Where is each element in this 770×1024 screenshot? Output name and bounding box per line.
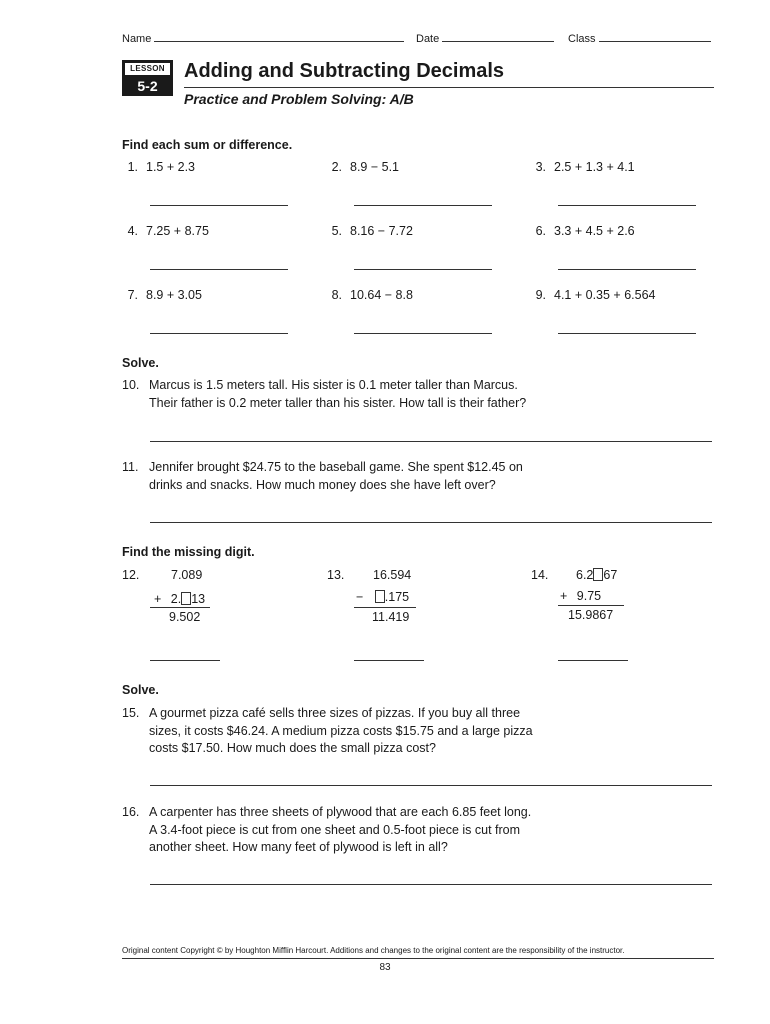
problem-expression: 4.1 + 0.35 + 6.564 — [554, 288, 656, 302]
answer-blank-16[interactable] — [150, 884, 712, 885]
problem-text-line: costs $17.50. How much does the small pizza cost? — [149, 741, 436, 755]
word-problem-10 — [122, 377, 714, 417]
answer-blank-5[interactable] — [354, 269, 492, 270]
problem-number: 10. — [122, 378, 140, 392]
answer-blank-9[interactable] — [558, 333, 696, 334]
date-blank[interactable] — [442, 31, 554, 42]
word-problem-11 — [122, 459, 714, 499]
top-number-prefix: 6.2 — [576, 568, 594, 582]
problem-8 — [326, 288, 413, 302]
problem-text-line: drinks and snacks. How much money does she have left over? — [149, 477, 496, 492]
copyright-notice: Original content Copyright © by Houghton Mifflin Harcourt. Additions and changes to the original content are the responsibility of the instructor. — [122, 946, 625, 955]
answer-blank-2[interactable] — [354, 205, 492, 206]
answer-blank-1[interactable] — [150, 205, 288, 206]
answer-blank-10[interactable] — [150, 441, 712, 442]
lesson-number: 5-2 — [137, 78, 158, 94]
problem-12-top: 7.089 — [171, 568, 203, 582]
problem-text-line: Marcus is 1.5 meters tall. His sister is 0.1 meter taller than Marcus. — [149, 378, 518, 392]
date-field[interactable] — [416, 31, 554, 45]
class-label: Class — [568, 33, 596, 45]
word-problem-15 — [122, 705, 714, 761]
problem-text-line: Their father is 0.2 meter taller than his sister. How tall is their father? — [149, 395, 527, 410]
word-problem-16 — [122, 804, 714, 860]
problem-number: 11. — [122, 460, 139, 474]
problem-number: 15. — [122, 706, 140, 720]
problem-2 — [326, 160, 399, 174]
problem-14-number: 14. — [531, 568, 549, 582]
name-label: Name — [122, 33, 152, 45]
problem-text-line: another sheet. How many feet of plywood is left in all? — [149, 840, 448, 854]
section-heading-find: Find each sum or difference. — [122, 138, 293, 152]
answer-blank-12[interactable] — [150, 660, 220, 661]
problem-4 — [122, 224, 209, 238]
answer-blank-13[interactable] — [354, 660, 424, 661]
date-label: Date — [416, 33, 440, 45]
problem-13-second — [356, 590, 409, 604]
problem-number: 9. — [535, 288, 546, 302]
problem-13-result: 11.419 — [372, 610, 410, 624]
answer-blank-7[interactable] — [150, 333, 288, 334]
problem-number: 6. — [535, 224, 546, 238]
problem-6 — [530, 224, 635, 238]
problem-number: 8. — [331, 288, 342, 302]
second-number-prefix: 2. — [170, 592, 182, 606]
name-blank[interactable] — [154, 31, 404, 42]
problem-text-line: A gourmet pizza café sells three sizes of pizzas. If you buy all three — [149, 706, 521, 720]
section-heading-solve: Solve. — [122, 356, 159, 370]
problem-9 — [530, 288, 655, 302]
answer-blank-11[interactable] — [150, 522, 712, 523]
problem-14-result: 15.9867 — [568, 608, 614, 622]
problem-text-line: Jennifer brought $24.75 to the baseball game. She spent $12.45 on — [149, 460, 523, 474]
problem-14-top — [576, 568, 617, 582]
second-number: 9.75 — [576, 589, 602, 603]
problem-expression: 8.9 + 3.05 — [146, 288, 202, 302]
problem-expression: 10.64 − 8.8 — [350, 288, 413, 302]
answer-blank-3[interactable] — [558, 205, 696, 206]
answer-blank-15[interactable] — [150, 785, 712, 786]
problem-number: 7. — [127, 288, 138, 302]
lesson-label: LESSON — [124, 62, 171, 76]
problem-14-second — [560, 589, 601, 603]
problem-expression: 1.5 + 2.3 — [146, 160, 195, 174]
missing-digit-box[interactable] — [375, 590, 385, 603]
problem-12-result: 9.502 — [169, 610, 201, 624]
sum-line — [150, 607, 210, 608]
section-heading-missing-digit: Find the missing digit. — [122, 545, 255, 559]
problem-expression: 7.25 + 8.75 — [146, 224, 209, 238]
problem-text-line: A 3.4-foot piece is cut from one sheet and 0.5-foot piece is cut from — [149, 822, 521, 837]
problem-number: 1. — [127, 160, 138, 174]
problem-12-number: 12. — [122, 568, 140, 582]
problem-text-line: A carpenter has three sheets of plywood that are each 6.85 feet long. — [149, 805, 532, 819]
operator-sign: + — [154, 592, 162, 606]
problem-12-second — [154, 592, 205, 606]
missing-digit-box[interactable] — [593, 568, 603, 581]
problem-number: 2. — [331, 160, 342, 174]
answer-blank-14[interactable] — [558, 660, 628, 661]
answer-blank-6[interactable] — [558, 269, 696, 270]
missing-digit-box[interactable] — [181, 592, 191, 605]
second-number-suffix: 13 — [191, 592, 206, 606]
name-field[interactable] — [122, 31, 404, 45]
class-field[interactable] — [568, 31, 711, 45]
class-blank[interactable] — [599, 31, 711, 42]
page-subtitle: Practice and Problem Solving: A/B — [184, 91, 414, 107]
problem-1 — [122, 160, 195, 174]
page-title: Adding and Subtracting Decimals — [184, 60, 505, 82]
top-number-suffix: 67 — [603, 568, 618, 582]
problem-5 — [326, 224, 413, 238]
footer-divider — [122, 958, 714, 959]
problem-number: 3. — [535, 160, 546, 174]
problem-number: 16. — [122, 805, 140, 819]
problem-3 — [530, 160, 635, 174]
operator-sign: + — [560, 589, 568, 603]
problem-expression: 8.9 − 5.1 — [350, 160, 399, 174]
problem-expression: 8.16 − 7.72 — [350, 224, 413, 238]
operator-sign: − — [356, 590, 364, 604]
problem-13-top: 16.594 — [373, 568, 412, 582]
difference-line — [354, 607, 416, 608]
sum-line — [558, 605, 624, 606]
problem-number: 5. — [331, 224, 342, 238]
title-divider — [184, 87, 714, 88]
answer-blank-8[interactable] — [354, 333, 492, 334]
section-heading-solve-2: Solve. — [122, 683, 159, 697]
problem-text-line: sizes, it costs $46.24. A medium pizza costs $15.75 and a large pizza — [149, 723, 533, 738]
answer-blank-4[interactable] — [150, 269, 288, 270]
page-number: 83 — [379, 962, 391, 973]
problem-13-number: 13. — [327, 568, 345, 582]
problem-7 — [122, 288, 202, 302]
problem-expression: 3.3 + 4.5 + 2.6 — [554, 224, 635, 238]
second-number-suffix: .175 — [384, 590, 410, 604]
problem-expression: 2.5 + 1.3 + 4.1 — [554, 160, 635, 174]
problem-number: 4. — [127, 224, 138, 238]
